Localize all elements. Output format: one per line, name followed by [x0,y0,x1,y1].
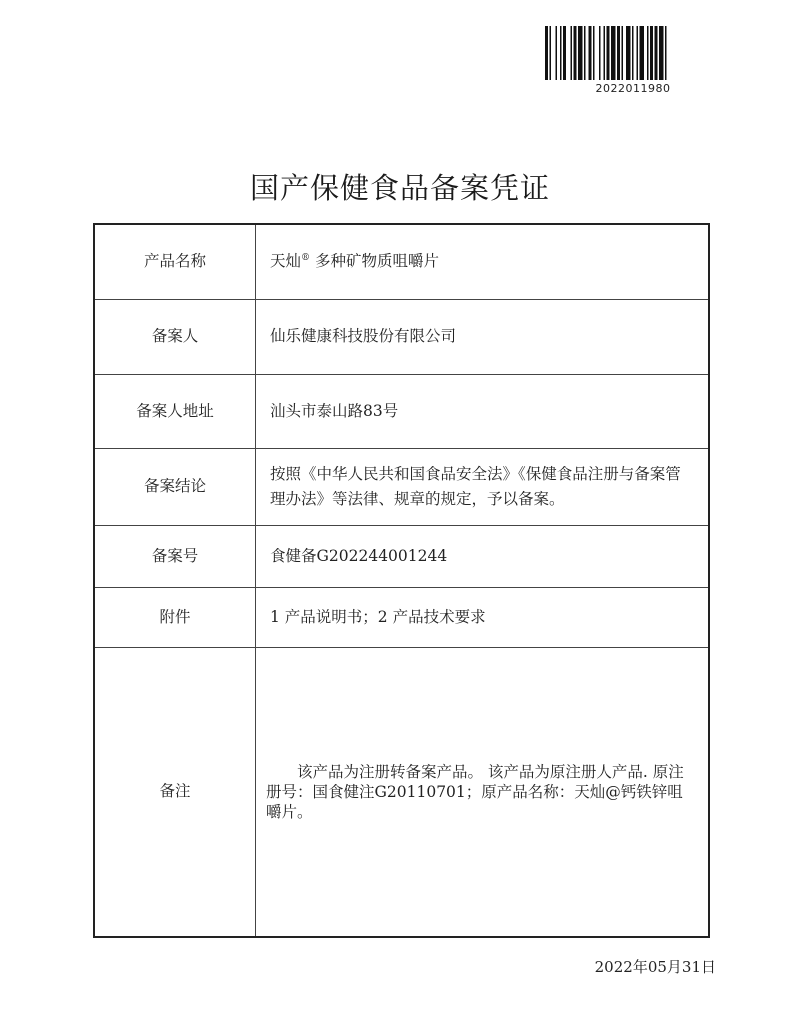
filing-number-value: 食健备G202244001244 [256,525,710,587]
barcode [541,24,725,100]
document-title: 国产保健食品备案凭证 [249,171,550,205]
row-filer [94,299,709,374]
remarks-value: 该产品为注册转备案产品。 该产品为原注册人产品. 原注册号：国食健注G20110701；原产品名称：天灿@钙铁锌咀嚼片。 [256,647,710,937]
barcode-bars [541,24,725,82]
row-product-name [94,224,709,299]
filing-number-label: 备案号 [94,525,256,587]
conclusion-label: 备案结论 [94,448,256,525]
product-brand: 天灿 [270,252,302,271]
filer-address-label: 备案人地址 [94,374,256,448]
product-name-value [256,224,710,299]
attachments-value: 1 产品说明书；2 产品技术要求 [256,587,710,647]
conclusion-value: 按照《中华人民共和国食品安全法》《保健食品注册与备案管理办法》等法律、规章的规定，予以备案。 [256,448,710,525]
issue-date: 2022年05月31日 [594,958,716,976]
attachments-label: 附件 [94,587,256,647]
row-conclusion [94,448,709,525]
row-attachments [94,587,709,647]
filer-label: 备案人 [94,299,256,374]
product-name-rest: 多种矿物质咀嚼片 [310,252,439,271]
filer-value: 仙乐健康科技股份有限公司 [256,299,710,374]
product-name-label: 产品名称 [94,224,256,299]
certificate-table [93,223,710,938]
remarks-label: 备注 [94,647,256,937]
row-filer-address [94,374,709,448]
registered-mark: ® [301,253,311,264]
row-filing-number [94,525,709,587]
row-remarks [94,647,709,937]
filer-address-value: 汕头市泰山路83号 [256,374,710,448]
barcode-number: 2022011980 [595,82,671,95]
